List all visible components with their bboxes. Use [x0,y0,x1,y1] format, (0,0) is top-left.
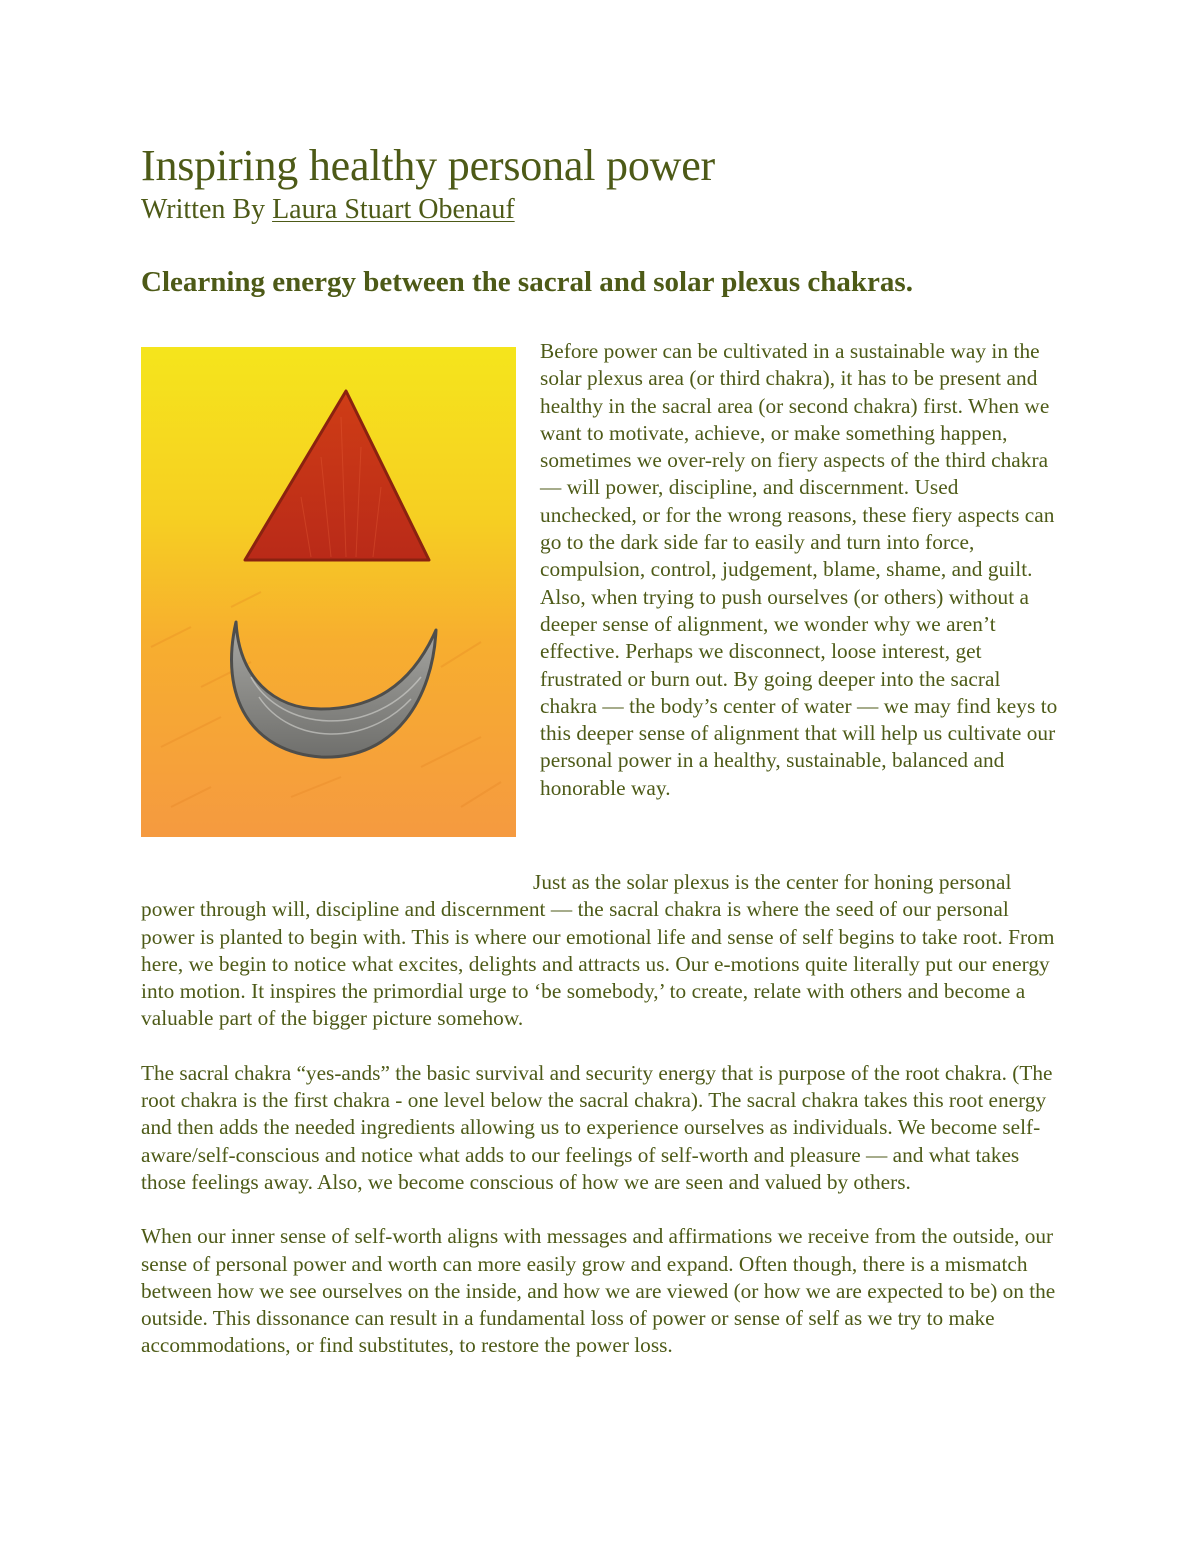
article-subtitle: Clearning energy between the sacral and solar plexus chakras. [141,266,913,298]
paragraph-1: Before power can be cultivated in a sustainable way in the solar plexus area (or third chakra), it has to be present and healthy in the sacral area (or second chakra) first. When we want to motivate, achieve, or make something happen, sometimes we over-rely on fiery aspects of the third chakra — will power, discipline, and discernment. Used unchecked, or for the wrong reasons, these fiery aspects can go to the dark side far to easily and turn into force, compulsion, control, judgement, blame, shame, and guilt. Also, when trying to push ourselves (or others) without a deeper sense of alignment, we wonder why we aren’t effective. Perhaps we disconnect, loose interest, get frustrated or burn out. By going deeper into the sacral chakra — the body’s center of water — we may find keys to this deeper sense of alignment that will help us cultivate our personal power in a healthy, sustainable, balanced and honorable way. [540,339,1058,800]
author-link[interactable]: Laura Stuart Obenauf [272,194,515,225]
article-title: Inspiring healthy personal power [141,141,716,190]
paragraph-3: The sacral chakra “yes-ands” the basic survival and security energy that is purpose of the root chakra. (The root chakra is the first chakra - one level below the sacral chakra). The sacral chakra takes this root energy and then adds the needed ingredients allowing us to experience ourselves as individuals. We become self-aware/self-conscious and notice what adds to our feelings of self-worth and pleasure — and what takes those feelings away. Also, we become conscious of how we are seen and valued by others. [141,1060,1053,1194]
chakra-painting-image [141,347,516,837]
paragraph-4: When our inner sense of self-worth aligns with messages and affirmations we receive from the outside, our sense of personal power and worth can more easily grow and expand. Often though, there is a mismatch between how we see ourselves on the inside, and how we are viewed (or how we are expected to be) on the outside. This dissonance can result in a fundamental loss of power or sense of self as we try to make accommodations, or find substitutes, to restore the power loss. [141,1224,1056,1358]
byline [141,192,1059,228]
article-body [141,338,1059,1360]
paragraph-2: Just as the solar plexus is the center for honing personal power through will, discipline and discernment — the sacral chakra is where the seed of our personal power is planted to begin with. This is where our emotional life and sense of self begins to take root. From here, we begin to notice what excites, delights and attracts us. Our e-motions quite literally put our energy into motion. It inspires the primordial urge to ‘be somebody,’ to create, relate with others and become a valuable part of the bigger picture somehow. [141,870,1055,1031]
byline-prefix: Written By [141,194,273,225]
article [141,140,1059,1360]
